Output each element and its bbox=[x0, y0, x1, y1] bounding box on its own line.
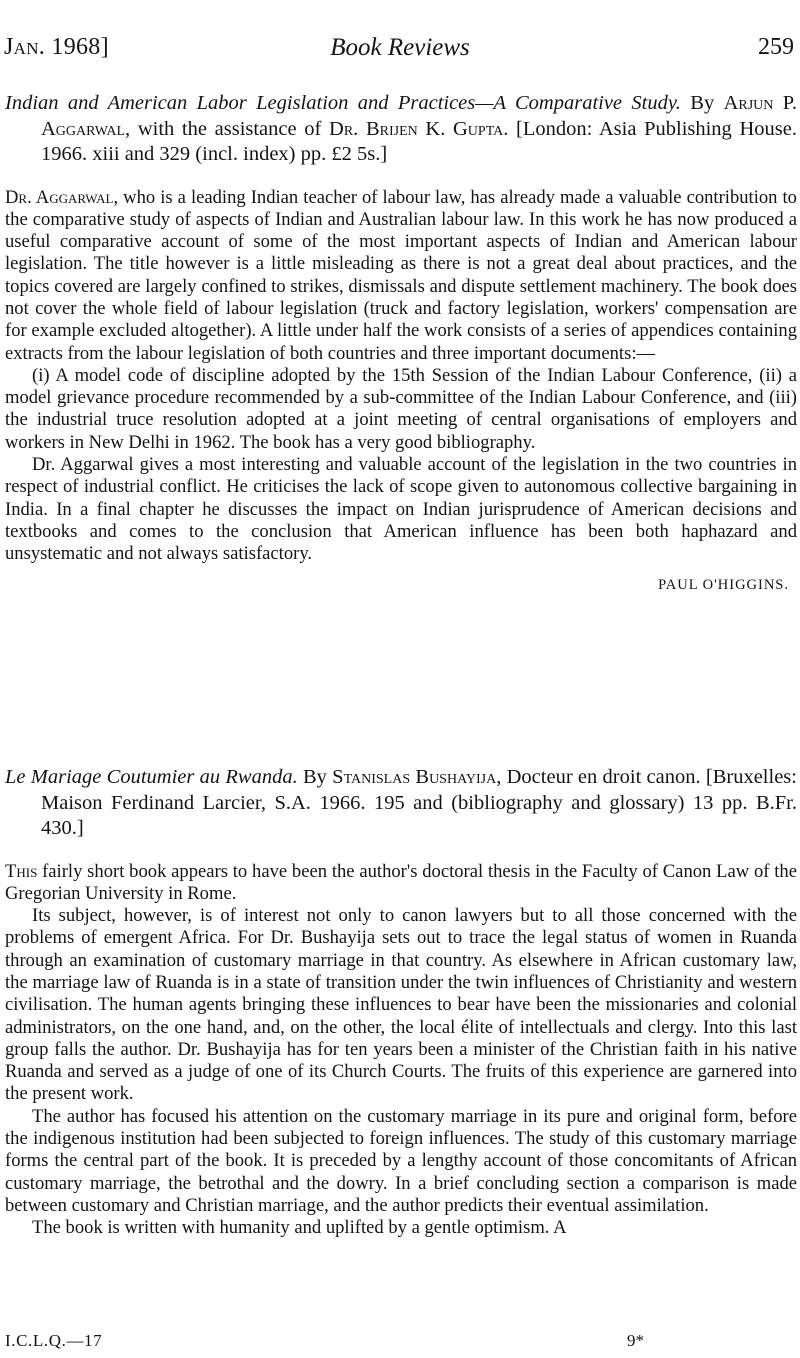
page-number: 259 bbox=[758, 34, 794, 60]
gathering-mark: 9* bbox=[627, 1331, 644, 1350]
by-label: By bbox=[297, 766, 333, 788]
review-paragraph: The author has focused his attention on the customary marriage in its pure and original form, before the indigenous institution had been subjected to foreign influences. The study of this customary marriage forms the central part of the book. It is preceded by a lengthy account of those concomitants of African customary marriage, the betrothal and the dowry. In a brief concluding section a comparison is made between customary and Christian marriage, and the author predicts their eventual assimilation. bbox=[5, 1105, 797, 1216]
book-assistant: Dr. Brijen K. Gupta bbox=[329, 117, 504, 140]
publication-details: , Docteur en droit canon. [Bruxelles: Maison Ferdinand Larcier, S.A. 1966. 195 and (bibliography and glossary) 13 pp. B.Fr. 430.] bbox=[41, 766, 797, 839]
review-paragraph: (i) A model code of discipline adopted by the 15th Session of the Indian Labour Conference, (ii) a model grievance procedure recommended by a sub-committee of the Indian Labour Conference, and (iii) the industrial truce resolution adopted at a joint meeting of central organisations of employers and workers in New Delhi in 1962. The book has a very good bibliography. bbox=[5, 364, 797, 453]
book-citation bbox=[5, 91, 797, 168]
publication-details: . [London: Asia Publishing House. 1966. xiii and 329 (incl. index) pp. £2 5s.] bbox=[41, 117, 797, 165]
review-paragraph: The book is written with humanity and uplifted by a gentle optimism. A bbox=[32, 1217, 567, 1239]
review-paragraph bbox=[5, 861, 797, 906]
section-title: Book Reviews bbox=[330, 34, 470, 61]
review-paragraph bbox=[5, 187, 797, 365]
book-author: Stanislas Bushayija bbox=[332, 766, 497, 788]
paragraph-lead: This bbox=[5, 860, 38, 882]
running-head bbox=[4, 34, 796, 68]
paragraph-lead: Dr. Aggarwal bbox=[5, 186, 114, 208]
reviewer-signature: PAUL O'HIGGINS. bbox=[658, 576, 789, 593]
paragraph-text: , who is a leading Indian teacher of labour law, has already made a valuable contribution to the comparative study of aspects of Indian and Australian labour law. In this work he has now produced a useful comparative account of some of the most important aspects of Indian and American labour legislation. The title however is a little misleading as there is not a great deal about practices, and the topics covered are largely confined to strikes, dismissals and dispute settlement machinery. The book does not cover the whole field of labour legislation (truck and factory legislation, workers' compensation are for example excluded altogether). A little under half the work consists of a series of appendices containing extracts from the labour legislation of both countries and three important documents:— bbox=[5, 186, 797, 364]
assist-label: , with the assistance of bbox=[125, 117, 330, 140]
page-footer bbox=[5, 1331, 740, 1355]
issue-date: Jan. 1968] bbox=[4, 34, 109, 60]
paragraph-text: fairly short book appears to have been the author's doctoral thesis in the Faculty of Canon Law of the Gregorian University in Rome. bbox=[5, 860, 797, 904]
review-paragraph: Its subject, however, is of interest not only to canon lawyers but to all those concerned with the problems of emergent Africa. For Dr. Bushayija sets out to trace the legal status of women in Ruanda through an examination of customary marriage in that country. As elsewhere in African customary law, the marriage law of Ruanda is in a state of transition under the twin influences of Christianity and western civilisation. The human agents bringing these influences to bear have been the missionaries and colonial administrators, on the one hand, and, on the other, the local élite of intellectuals and clergy. Into this last group falls the author. Dr. Bushayija has for ten years been a minister of the Christian faith in his native Ruanda and served as a judge of one of its Church Courts. The fruits of this experience are garnered into the present work. bbox=[5, 905, 797, 1105]
by-label: By bbox=[680, 92, 724, 114]
review-aggarwal bbox=[5, 91, 797, 594]
book-title: Le Mariage Coutumier au Rwanda. bbox=[5, 766, 298, 788]
journal-signature-mark: I.C.L.Q.—17 bbox=[5, 1331, 103, 1350]
review-paragraph: Dr. Aggarwal gives a most interesting and valuable account of the legislation in the two countries in respect of industrial conflict. He criticises the lack of scope given to autonomous collective bargaining in India. In a final chapter he discusses the impact on Indian jurisprudence of American decisions and textbooks and comes to the conclusion that American influence has been both haphazard and unsystematic and not always satisfactory. bbox=[5, 454, 797, 565]
book-author: Arjun P. Aggarwal bbox=[41, 92, 797, 140]
review-bushayija bbox=[5, 765, 797, 1240]
book-title: Indian and American Labor Legislation and Practices—A Comparative Study. bbox=[5, 92, 681, 114]
book-citation bbox=[5, 765, 797, 842]
